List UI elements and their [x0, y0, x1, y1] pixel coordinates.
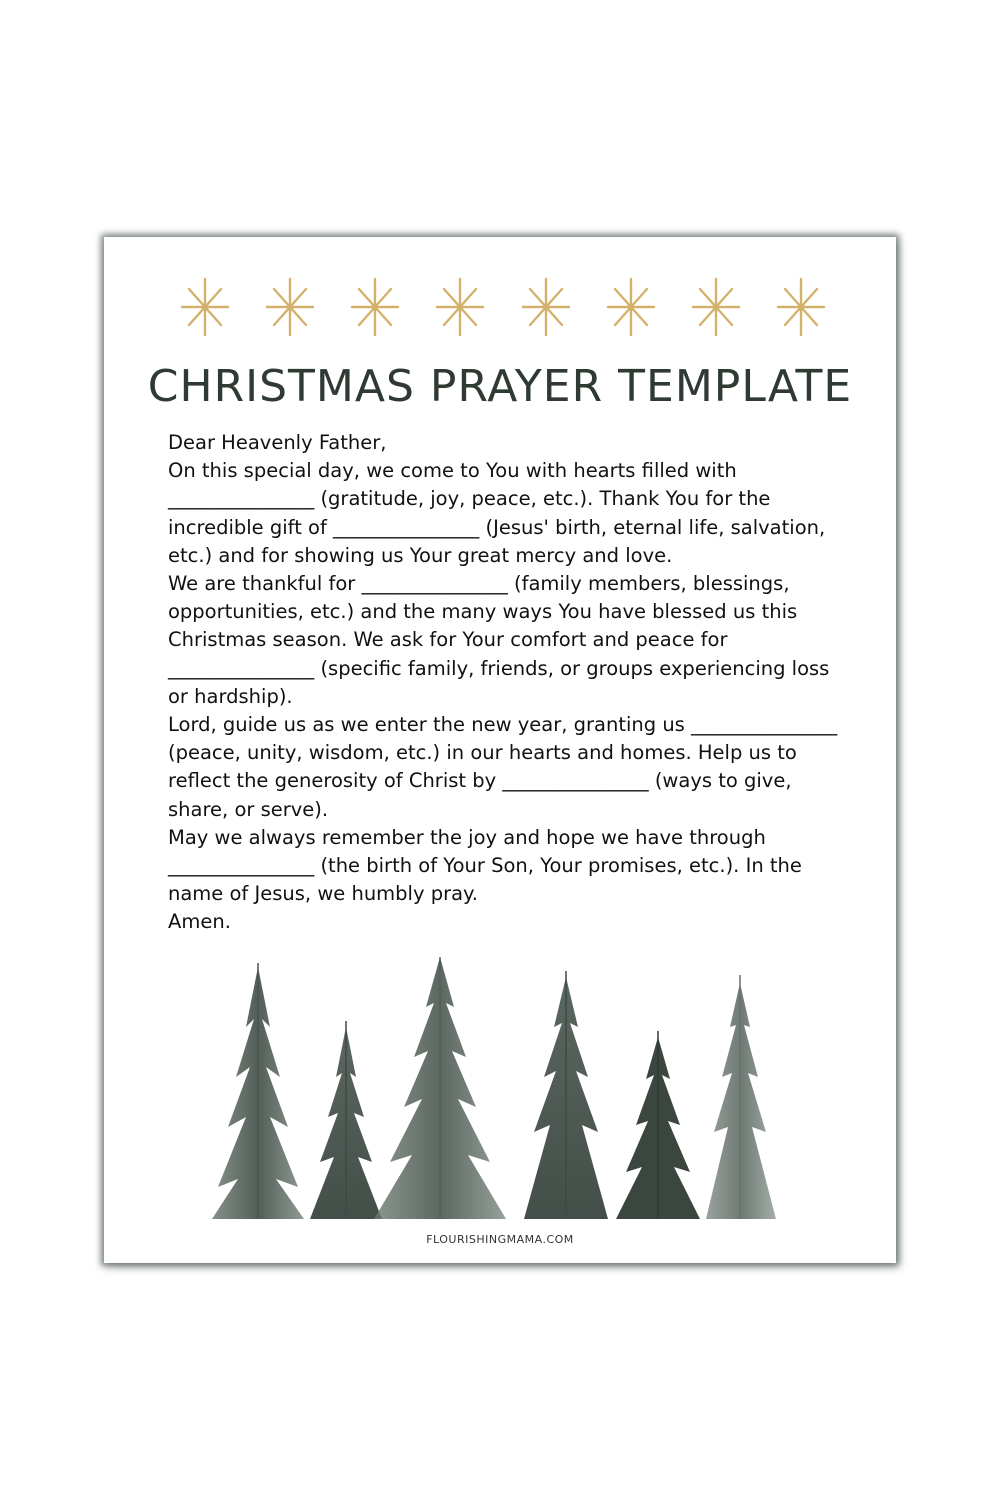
pine-tree [212, 963, 304, 1219]
sparkle-star-icon [689, 275, 743, 339]
pine-tree [616, 1031, 700, 1219]
prayer-paragraph: Lord, guide us as we enter the new year, granting us _______________ (peace, unity, wisdom, etc.) in our hearts and homes. Help us to reflect the generosity of Christ by _______________ (ways to give, share, or serve). [168, 713, 838, 821]
page-title: CHRISTMAS PRAYER TEMPLATE [147, 361, 853, 412]
sparkle-star-icon [348, 275, 402, 339]
pine-tree [310, 1021, 382, 1219]
pine-tree [524, 971, 608, 1219]
star-row [178, 275, 828, 339]
sparkle-star-icon [263, 275, 317, 339]
website-footer: FLOURISHINGMAMA.COM [426, 1233, 574, 1246]
printable-page [104, 237, 896, 1263]
prayer-paragraph: On this special day, we come to You with hearts filled with _______________ (gratitude, joy, peace, etc.). Thank You for the incredible gift of _______________ (Jesus' birth, eternal life, salvation, etc.) and for showing us Your great mercy and love. [168, 459, 826, 567]
sparkle-star-icon [433, 275, 487, 339]
prayer-paragraph: We are thankful for _______________ (family members, blessings, opportunities, etc.) and the many ways You have blessed us this Christmas season. We ask for Your comfort and peace for _______________ (specific family, friends, or groups experiencing loss or hardship). [168, 572, 830, 708]
prayer-salutation: Dear Heavenly Father, [168, 431, 387, 454]
sparkle-star-icon [774, 275, 828, 339]
pine-trees-illustration [200, 957, 806, 1223]
prayer-paragraph: May we always remember the joy and hope we have through _______________ (the birth of Your Son, Your promises, etc.). In the name of Jesus, we humbly pray. [168, 825, 802, 906]
pine-tree [706, 975, 776, 1219]
prayer-text [168, 429, 848, 937]
prayer-closing: Amen. [168, 910, 231, 934]
sparkle-star-icon [604, 275, 658, 339]
sparkle-star-icon [519, 275, 573, 339]
sparkle-star-icon [178, 275, 232, 339]
pine-tree [374, 957, 506, 1219]
